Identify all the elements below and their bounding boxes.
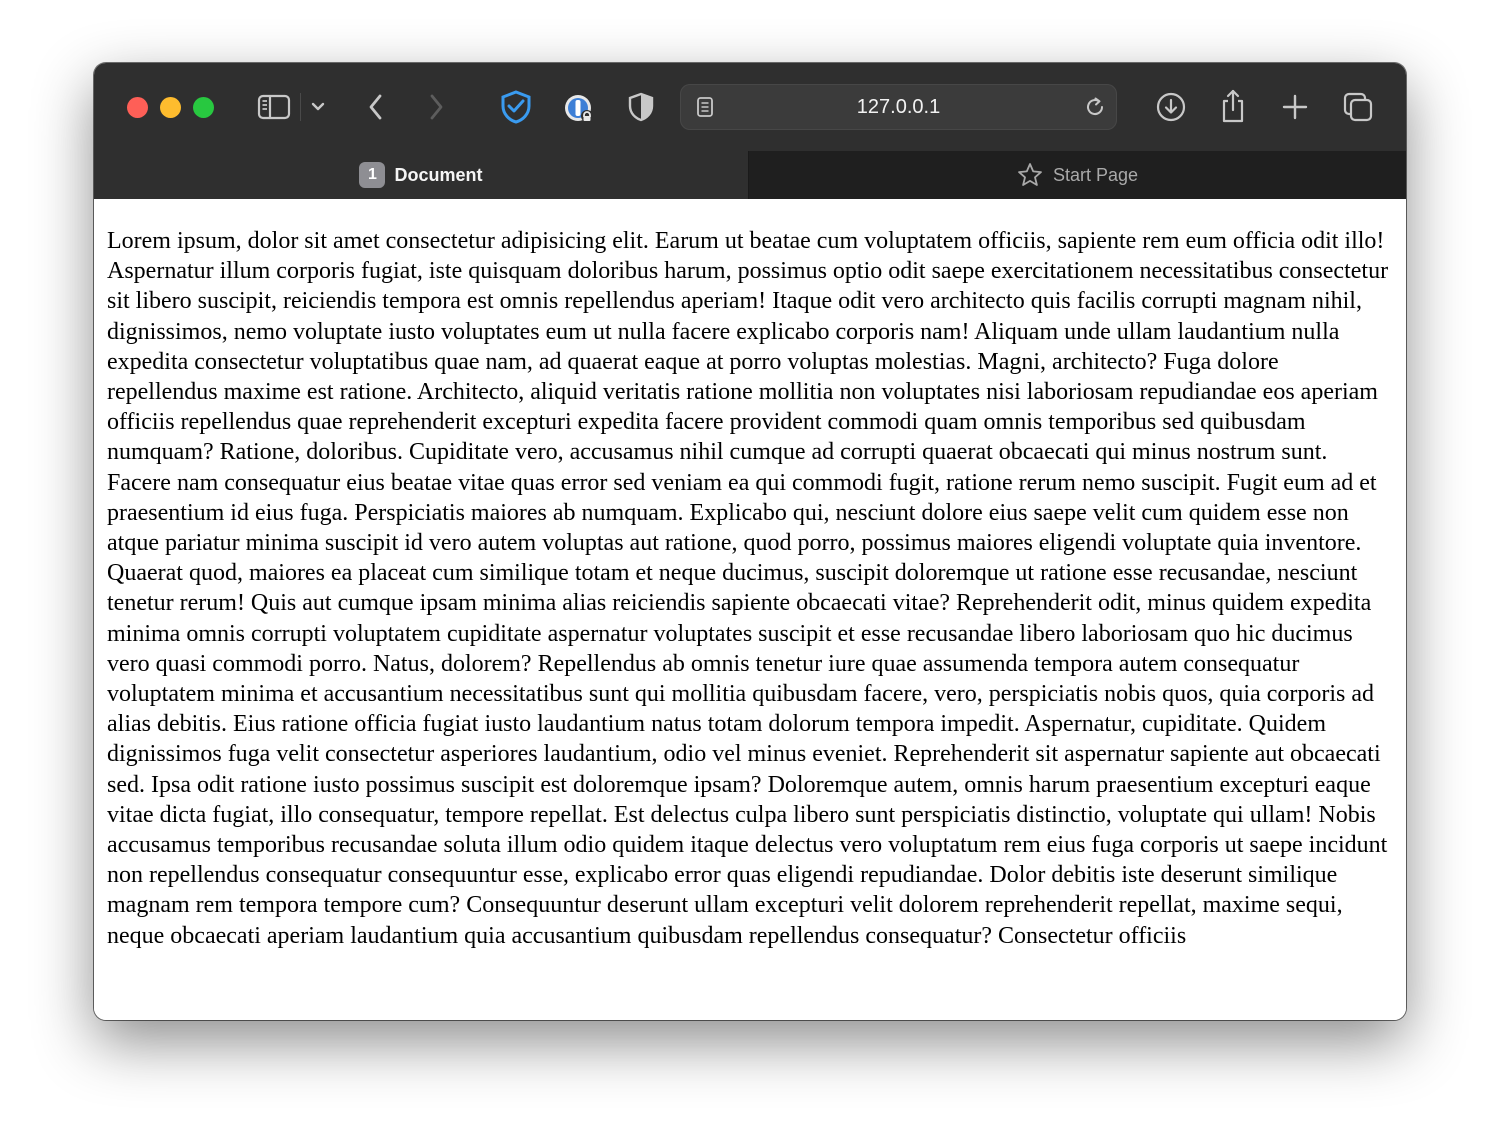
tab-label: Document [394, 164, 483, 185]
tab-document[interactable] [94, 151, 749, 199]
forward-icon[interactable] [422, 91, 450, 123]
chevron-down-icon[interactable] [308, 97, 328, 117]
url-text[interactable]: 127.0.0.1 [856, 96, 941, 118]
tab-start-page[interactable] [749, 151, 1406, 199]
browser-toolbar [94, 63, 1406, 151]
star-icon [1017, 162, 1043, 188]
download-icon[interactable] [1154, 90, 1188, 124]
tabs-overview-icon[interactable] [1341, 90, 1375, 124]
reload-icon[interactable] [1083, 95, 1107, 119]
shield-check-extension-icon[interactable] [497, 88, 535, 126]
window-close-button[interactable] [127, 97, 148, 118]
password-extension-icon[interactable] [560, 89, 598, 127]
sidebar-icon[interactable] [256, 91, 292, 123]
toolbar-divider [300, 93, 301, 121]
document-body-text: Lorem ipsum, dolor sit amet consectetur adipisicing elit. Earum ut beatae cum voluptatem officiis, sapiente rem eum officia odit illo! Aspernatur illum corporis fugiat, iste quisquam doloribus harum, possimus optio odit saepe exercitationem necessitatibus consectetur sit libero suscipit, reiciendis tempora est omnis repellendus aperiam! Itaque odit vero architecto quis facilis corrupti magnam nihil, dignissimos, nemo voluptate iusto voluptates eum ut nulla facere explicabo corporis nam! Aliquam unde ullam laudantium nulla expedita consectetur voluptatibus quae nam, ad quaerat eaque at porro voluptas molestias. Magni, architecto? Fuga dolore repellendus maxime est ratione. Architecto, aliquid veritatis ratione mollitia non voluptates nisi laboriosam repudiandae eos aperiam officiis repellendus quae reprehenderit excepturi expedita facere provident commodi quam omnis temporibus sed quibusdam numquam? Ratione, doloribus. Cupiditate vero, accusamus nihil cumque ad corrupti quaerat obcaecati qui minus nostrum sunt. Facere nam consequatur eius beatae vitae quas error sed veniam ea qui commodi fugit, ratione rerum nemo suscipit. Fugit eum ad et praesentium id eius fuga. Perspiciatis maiores ab numquam. Explicabo qui, nesciunt dolore eius saepe velit cum quidem esse non atque pariatur minima suscipit id vero autem voluptas aut ratione, quod porro, possimus maiores eligendi voluptate quia inventore. Quaerat quod, maiores ea placeat cum similique totam et neque ducimus, suscipit doloremque ut ratione esse recusandae, nesciunt tenetur rerum! Quis aut cumque ipsam minima alias reiciendis sapiente obcaecati vitae? Reprehenderit odit, minus quidem expedita minima omnis corrupti voluptatem cupiditate aspernatur voluptates suscipit et esse recusandae libero laboriosam quo hic ducimus vero quasi commodi porro. Natus, dolorem? Repellendus ab omnis tenetur iure quae assumenda tempora autem consequatur voluptatem minima et accusantium necessitatibus sunt qui mollitia quibusdam facere, vero, perspiciatis nobis quos, quia corporis ad alias debitis. Eius ratione officia fugiat iusto laudantium natus totam dolorum tempora impedit. Aspernatur, cupiditate. Quidem dignissimos fuga velit consectetur asperiores laudantium, odio vel minus eveniet. Reprehenderit sit aspernatur sapiente aut obcaecati sed. Ipsa odit ratione iusto possimus suscipit est doloremque ipsam? Doloremque autem, omnis harum praesentium excepturi eaque vitae dicta fugiat, illo consequatur, tempore repellat. Est delectus culpa libero sunt perspiciatis distinctio, voluptate qui ullam! Nobis accusamus temporibus recusandae soluta illum odio quidem itaque delectus vero voluptatum rem eius fuga corporis ut saepe incidunt non repellendus consequatur consequuntur esse, explicabo error quas eligendi repudiandae. Dolor debitis iste deserunt similique magnam rem tempora tempore cum? Consequuntur deserunt ullam excepturi velit dolorem reprehenderit repellat, maxime sequi, neque obcaecati aperiam laudantium quia accusantium quibusdam repellendus consequatur? Consectetur officiis [107, 228, 1389, 949]
share-icon[interactable] [1217, 87, 1249, 125]
tab-badge: 1 [359, 162, 385, 188]
page-content [94, 199, 1406, 1020]
tab-label: Start Page [1052, 164, 1139, 185]
browser-window [94, 63, 1406, 1020]
tab-bar [94, 151, 1406, 199]
address-bar[interactable] [680, 84, 1117, 130]
back-icon[interactable] [362, 91, 390, 123]
window-minimize-button[interactable] [160, 97, 181, 118]
window-maximize-button[interactable] [193, 97, 214, 118]
new-tab-icon[interactable] [1280, 92, 1310, 122]
privacy-shield-icon[interactable] [624, 89, 658, 125]
